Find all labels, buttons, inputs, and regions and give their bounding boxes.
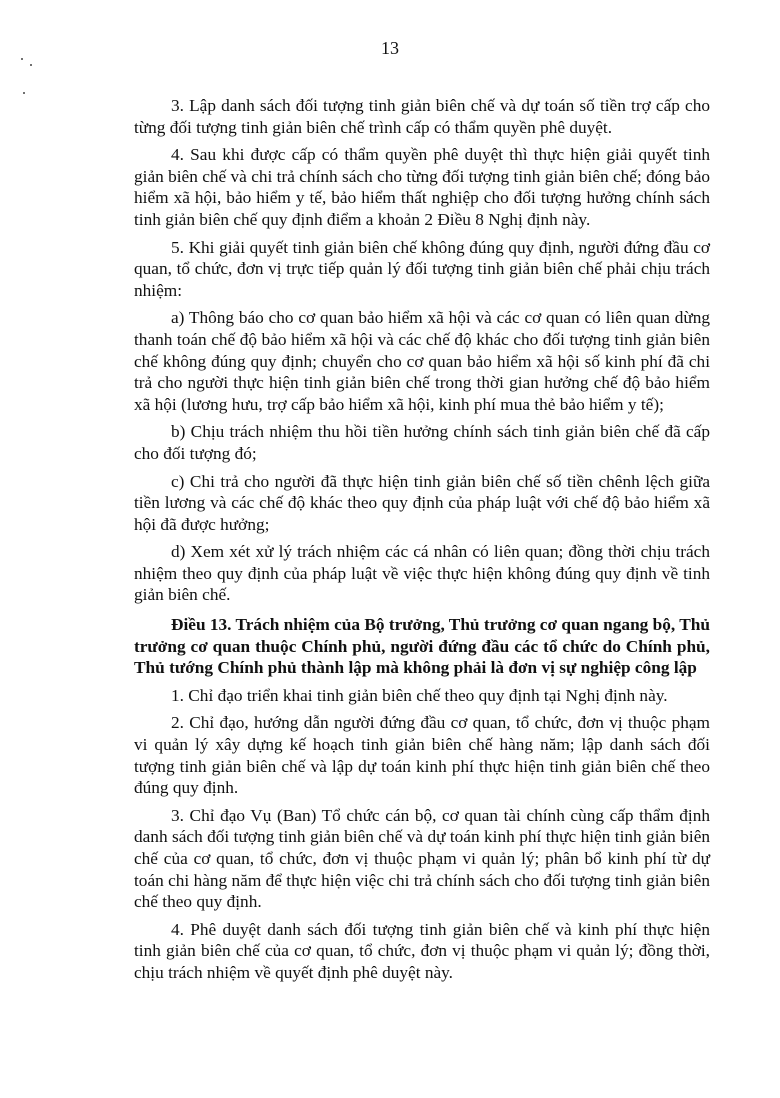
point-c: c) Chi trả cho người đã thực hiện tinh giản biên chế số tiền chênh lệch giữa tiền lương và các chế độ khác theo quy định của pháp luật với chế độ bảo hiểm xã hội đã được hưởng; [134, 471, 710, 534]
point-a: a) Thông báo cho cơ quan bảo hiểm xã hội và các cơ quan có liên quan dừng thanh toán chế độ bảo hiểm xã hội và các chế độ khác cho đối tượng tinh giản biên chế không đúng quy định; chuyển cho cơ quan bảo hiểm xã hội số kinh phí đã chi trả cho người thực hiện tinh giản biên chế trong thời gian hưởng chế độ bảo hiểm xã hội (lương hưu, trợ cấp bảo hiểm xã hội, kinh phí mua thẻ bảo hiểm y tế); [134, 308, 710, 414]
paragraph-4: 4. Sau khi được cấp có thẩm quyền phê duyệt thì thực hiện giải quyết tinh giản biên chế và chi trả chính sách cho từng đối tượng tinh giản biên chế; đóng bảo hiểm xã hội, bảo hiểm y tế, bảo hiểm thất nghiệp cho đối tượng hưởng chính sách tinh giản biên chế quy định điểm a khoản 2 Điều 8 Nghị định này. [134, 145, 710, 229]
document-body [134, 95, 710, 990]
scan-speck [23, 92, 25, 94]
article-13-heading: Điều 13. Trách nhiệm của Bộ trưởng, Thủ trưởng cơ quan ngang bộ, Thủ trưởng cơ quan thuộc Chính phủ, người đứng đầu các tổ chức do Chính phủ, Thủ tướng Chính phủ thành lập mà không phải là đơn vị sự nghiệp công lập [134, 615, 710, 678]
article-13-item-2: 2. Chỉ đạo, hướng dẫn người đứng đầu cơ quan, tổ chức, đơn vị thuộc phạm vi quản lý xây dựng kế hoạch tinh giản biên chế hàng năm; lập danh sách đối tượng tinh giản biên chế và lập dự toán kinh phí thực hiện tinh giản biên chế theo đúng quy định. [134, 713, 710, 798]
article-13-item-4: 4. Phê duyệt danh sách đối tượng tinh giản biên chế và kinh phí thực hiện tinh giản biên chế của cơ quan, tổ chức, đơn vị thuộc phạm vi quản lý; đồng thời, chịu trách nhiệm về quyết định phê duyệt này. [134, 919, 710, 982]
article-13-item-1: 1. Chỉ đạo triển khai tinh giản biên chế theo quy định tại Nghị định này. [171, 685, 668, 705]
paragraph-3: 3. Lập danh sách đối tượng tinh giản biên chế và dự toán số tiền trợ cấp cho từng đối tượng tinh giản biên chế trình cấp có thẩm quyền phê duyệt. [134, 96, 710, 137]
scan-speck [30, 64, 32, 66]
page-number: 13 [381, 38, 399, 58]
article-13-item-3: 3. Chỉ đạo Vụ (Ban) Tổ chức cán bộ, cơ quan tài chính cùng cấp thẩm định danh sách đối tượng tinh giản biên chế và dự toán kinh phí thực hiện tinh giản biên chế của cơ quan, tổ chức, đơn vị thuộc phạm vi quản lý; phân bổ kinh phí từ dự toán chi hàng năm để thực hiện việc chi trả chính sách cho đối tượng tinh giản biên chế theo quy định. [134, 805, 710, 912]
paragraph-5: 5. Khi giải quyết tinh giản biên chế không đúng quy định, người đứng đầu cơ quan, tổ chức, đơn vị trực tiếp quản lý đối tượng tinh giản biên chế phải chịu trách nhiệm: [134, 237, 710, 300]
point-b: b) Chịu trách nhiệm thu hồi tiền hưởng chính sách tinh giản biên chế đã cấp cho đối tượng đó; [134, 422, 710, 463]
point-d: d) Xem xét xử lý trách nhiệm các cá nhân có liên quan; đồng thời chịu trách nhiệm theo quy định của pháp luật về việc thực hiện không đúng quy định về tinh giản biên chế. [134, 542, 710, 605]
